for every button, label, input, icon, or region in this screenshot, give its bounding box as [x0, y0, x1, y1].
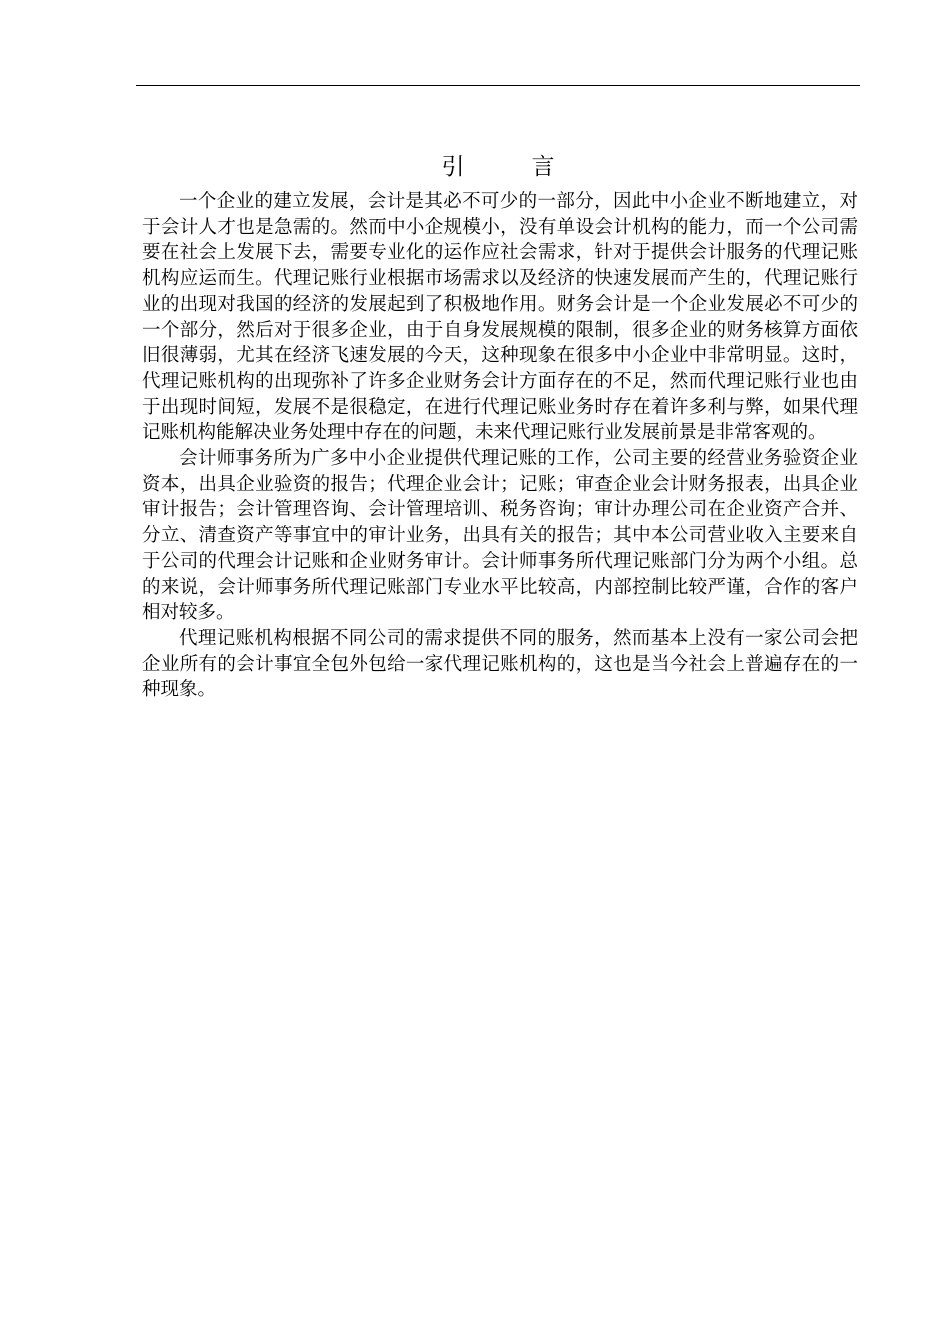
paragraph: 会计师事务所为广多中小企业提供代理记账的工作，公司主要的经营业务验资企业资本，出具企业验资的报告；代理企业会计；记账；审查企业会计财务报表，出具企业审计报告；会计管理咨询、会计管理培训、税务咨询；审计办理公司在企业资产合并、分立、清查资产等事宜中的审计业务，出具有关的报告；其中本公司营业收入主要来自于公司的代理会计记账和企业财务审计。会计师事务所代理记账部门分为两个小组。总的来说，会计师事务所代理记账部门专业水平比较高，内部控制比较严谨，合作的客户相对较多。: [142, 448, 858, 624]
page-title: 引 言: [441, 154, 577, 180]
body-text: [142, 189, 858, 703]
paragraph: 一个企业的建立发展，会计是其必不可少的一部分，因此中小企业不断地建立，对于会计人才也是急需的。然而中小企规模小，没有单设会计机构的能力，而一个公司需要在社会上发展下去，需要专业化的运作应社会需求，针对于提供会计服务的代理记账机构应运而生。代理记账行业根据市场需求以及经济的快速发展而产生的，代理记账行业的出现对我国的经济的发展起到了积极地作用。财务会计是一个企业发展必不可少的一个部分，然后对于很多企业，由于自身发展规模的限制，很多企业的财务核算方面依旧很薄弱，尤其在经济飞速发展的今天，这种现象在很多中小企业中非常明显。这时，代理记账机构的出现弥补了许多企业财务会计方面存在的不足，然而代理记账行业也由于出现时间短，发展不是很稳定，在进行代理记账业务时存在着许多利与弊，如果代理记账机构能解决业务处理中存在的问题，未来代理记账行业发展前景是非常客观的。: [142, 191, 858, 444]
header-rule: [136, 85, 860, 86]
paragraph: 代理记账机构根据不同公司的需求提供不同的服务，然而基本上没有一家公司会把企业所有的会计事宜全包外包给一家代理记账机构的，这也是当今社会上普遍存在的一种现象。: [142, 627, 858, 701]
